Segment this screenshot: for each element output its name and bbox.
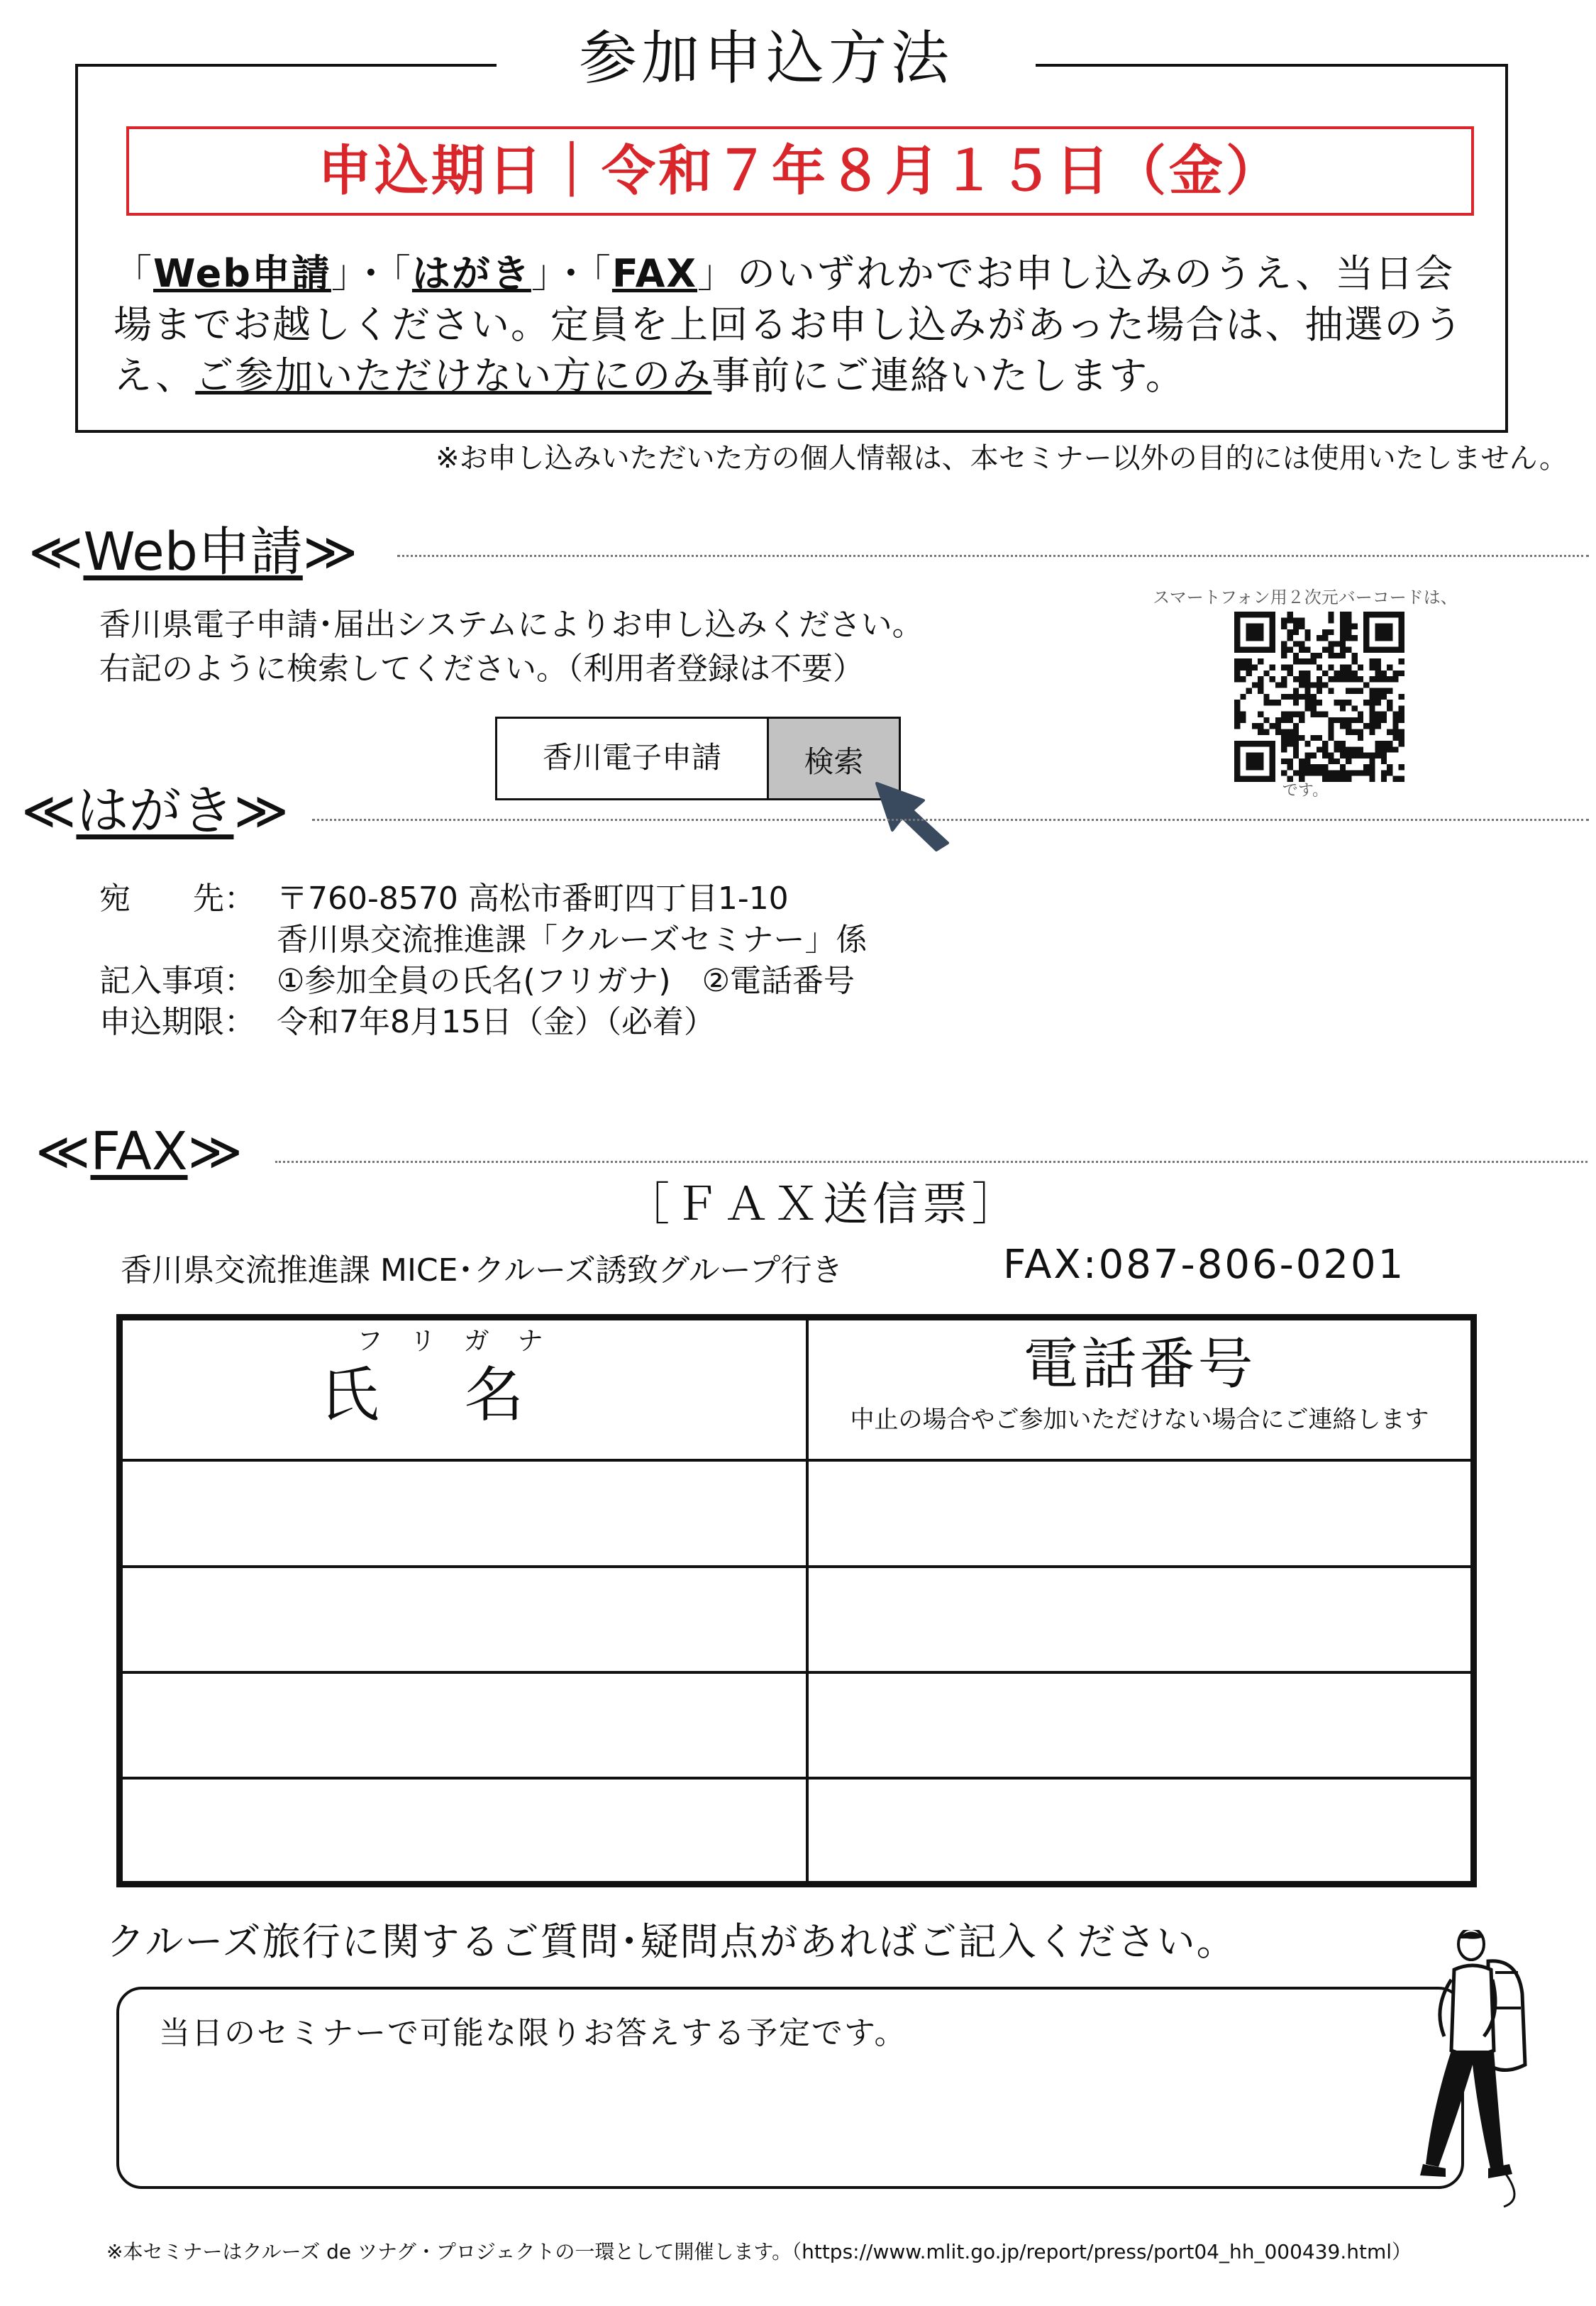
- hagaki-row-label: 申込期限：: [99, 1004, 255, 1040]
- dotted-divider: [275, 1161, 1587, 1163]
- dotted-divider: [397, 555, 1589, 557]
- fax-section-heading: [35, 1120, 243, 1184]
- fax-entry-table: [116, 1314, 1477, 1887]
- name-header: 氏名: [319, 1360, 609, 1430]
- phone-entry-cell[interactable]: [809, 1462, 1470, 1565]
- search-button-display: 検索: [769, 719, 899, 798]
- hagaki-details: [99, 878, 867, 1043]
- heading-bracket: ≪: [28, 522, 84, 583]
- hagaki-row: [99, 920, 867, 961]
- heading-label: はがき: [76, 780, 234, 842]
- question-box-text: 当日のセミナーで可能な限りお答えする予定です。: [159, 2015, 907, 2051]
- phone-entry-cell[interactable]: [809, 1674, 1470, 1777]
- question-label: クルーズ旅行に関するご質問･疑問点があればご記入ください。: [106, 1919, 1236, 1964]
- hagaki-row-value: 〒760-8570 高松市番町四丁目1-10: [277, 881, 789, 917]
- intro-underlined-text: ご参加いただけない方にのみ: [195, 353, 712, 398]
- web-instructions: [99, 603, 924, 691]
- privacy-note: ※お申し込みいただいた方の個人情報は、本セミナー以外の目的には使用いたしません。: [436, 442, 1568, 475]
- hagaki-row: [99, 961, 867, 1002]
- fax-recipient: 香川県交流推進課 MICE･クルーズ誘致グループ行き: [121, 1252, 843, 1289]
- search-example: [495, 717, 901, 800]
- name-ruby-header: フリガナ: [357, 1327, 572, 1356]
- heading-bracket: ≪: [21, 780, 77, 842]
- hagaki-row-value: ①参加全員の氏名(フリガナ) ②電話番号: [277, 963, 855, 999]
- page-title: 参加申込方法: [578, 25, 953, 92]
- qr-footer: です。: [1282, 782, 1329, 800]
- dotted-divider: [312, 819, 1589, 821]
- phone-entry-cell[interactable]: [809, 1568, 1470, 1671]
- hagaki-row-value: 令和7年8月15日（金）（必着）: [277, 1004, 715, 1040]
- name-entry-cell[interactable]: [123, 1568, 806, 1671]
- fax-form-title: ［ＦＡＸ送信票］: [624, 1179, 1021, 1231]
- hagaki-section-heading: [21, 779, 289, 843]
- question-entry-box[interactable]: [116, 1987, 1464, 2189]
- phone-header: 電話番号: [1023, 1333, 1256, 1396]
- phone-header-note: 中止の場合やご参加いただけない場合にご連絡します: [850, 1406, 1429, 1434]
- qr-code-icon: [1234, 612, 1404, 782]
- page-title-wrap: [497, 20, 1036, 98]
- web-instruction-line: 右記のように検索してください。（利用者登録は不要）: [99, 651, 864, 687]
- intro-web-label: Web申請: [153, 251, 331, 296]
- intro-text-1: 」のいずれかでお申し込みのうえ、当日会場までお越しください。定員を上回るお申し込みがあった場合は、抽選のうえ、: [113, 251, 1464, 398]
- intro-bracket: 「: [113, 251, 153, 296]
- name-entry-cell[interactable]: [123, 1674, 806, 1777]
- phone-entry-cell[interactable]: [809, 1780, 1470, 1881]
- intro-bracket: 」・「: [331, 251, 412, 296]
- qr-caption: スマートフォン用２次元バーコードは、: [1153, 587, 1458, 607]
- fax-number: FAX:087-806-0201: [1003, 1242, 1406, 1288]
- hagaki-row-label: 記入事項：: [99, 963, 255, 999]
- hagaki-row: [99, 1002, 867, 1043]
- deadline-text: 申込期日｜令和７年８月１５日（金）: [318, 139, 1282, 202]
- intro-bracket: 」・「: [531, 251, 612, 296]
- hagaki-row: [99, 878, 867, 920]
- heading-label: Web申請: [83, 522, 303, 583]
- hagaki-row-label: 宛 先：: [99, 881, 255, 917]
- intro-paragraph: [113, 248, 1483, 402]
- cursor-arrow-icon: [874, 780, 953, 851]
- name-entry-cell[interactable]: [123, 1462, 806, 1565]
- intro-hagaki-label: はがき: [411, 251, 531, 296]
- intro-text-2: 事前にご連絡いたします。: [711, 353, 1185, 398]
- search-query-display: 香川電子申請: [497, 719, 769, 798]
- heading-bracket: ≫: [187, 1121, 243, 1182]
- heading-bracket: ≫: [233, 780, 289, 842]
- web-section-heading: [28, 520, 358, 584]
- heading-label: FAX: [90, 1121, 188, 1182]
- heading-bracket: ≫: [302, 522, 358, 583]
- deadline-box: [126, 126, 1474, 216]
- name-entry-cell[interactable]: [123, 1780, 806, 1881]
- hiker-illustration: [1404, 1930, 1546, 2214]
- web-instruction-line: 香川県電子申請･届出システムによりお申し込みください。: [99, 607, 924, 643]
- hagaki-row-value: 香川県交流推進課「クルーズセミナー」係: [277, 922, 868, 958]
- intro-fax-label: FAX: [611, 251, 698, 296]
- heading-bracket: ≪: [35, 1121, 91, 1182]
- footnote: ※本セミナーはクルーズ de ツナグ・プロジェクトの一環として開催します。（https://www.mlit.go.jp/report/press/port04_hh_000439.html）: [106, 2240, 1412, 2263]
